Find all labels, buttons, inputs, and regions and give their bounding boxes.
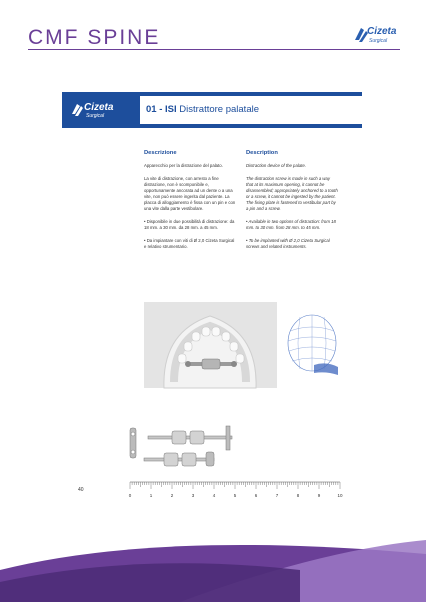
para-it-1: Apparecchio per la distrazione del palato.	[144, 163, 223, 168]
distraction-screw-b	[144, 452, 214, 466]
brand-sub: Surgical	[369, 38, 388, 44]
ruler-tick-label: 6	[254, 493, 258, 498]
header-rule	[28, 49, 400, 50]
brand-logo	[353, 24, 401, 48]
section-title: CMF SPINE	[28, 26, 161, 49]
para-en-4: • To be implanted with Ø 2,0 Cizeta Surgical screws and related instruments.	[246, 238, 330, 249]
ruler-tick-label: 4	[212, 493, 216, 498]
description-english	[246, 150, 338, 257]
heading-it: Descrizione	[144, 150, 177, 156]
dental-model-image	[144, 302, 277, 388]
ruler-tick-label: 7	[275, 493, 279, 498]
wireframe-head-icon	[286, 313, 342, 379]
page-header	[0, 0, 426, 52]
footer-decoration	[0, 510, 426, 602]
doc-brand-sub: Surgical	[86, 113, 105, 119]
ruler-tick-label: 2	[170, 493, 174, 498]
distraction-screw-a	[148, 426, 232, 450]
palate-photo	[144, 302, 277, 388]
doc-title: 01 - ISI Distrattore palatale	[146, 104, 259, 115]
description-italian	[144, 150, 236, 257]
para-it-3: • Disponibile in due possibilità di distrazione: da 18 mm. a 30 mm. da 28 mm. a 45 mm.	[144, 219, 235, 230]
doc-brand-logo	[70, 100, 128, 122]
heading-en: Description	[246, 150, 278, 156]
para-it-4: • Da impiantare con viti di Ø 2,0 Cizeta Surgical e relativo strumentario.	[144, 238, 235, 249]
ruler-tick-label: 10	[337, 493, 343, 498]
brand-name: Cizeta	[367, 26, 397, 37]
distractor-devices-image	[122, 422, 240, 480]
para-it-2: La vite di distrazione, con arresto a fine distrazione, non è scomponibile e, opportunamente ancorata ad un dente o a una vite, non può essere ingerita dal paziente. La placca di alloggiamento è fissa con un pin e con una vite dalla parte vestibolare.	[144, 176, 236, 211]
page-number: 40	[78, 487, 84, 493]
para-en-3: • Available in two options of distraction: from 18 mm. to 30 mm. from 28 mm. to 45 mm.	[246, 219, 336, 230]
doc-title-box	[140, 96, 362, 124]
doc-header-band	[62, 92, 362, 128]
ruler-tick-label: 3	[191, 493, 195, 498]
logo-mark-icon	[70, 102, 84, 118]
doc-brand-name: Cizeta	[84, 102, 114, 113]
fixing-plate	[130, 428, 136, 458]
para-en-1: Distraction device of the palate.	[246, 163, 306, 168]
footer-wave-shape	[0, 510, 426, 602]
ruler-tick-label: 1	[149, 493, 153, 498]
product-components	[122, 422, 240, 480]
skull-3d-diagram	[286, 313, 342, 379]
ruler-tick-label: 0	[128, 493, 132, 498]
ruler-tick-label: 8	[296, 493, 300, 498]
measurement-ruler	[128, 478, 342, 500]
ruler-scale-icon	[128, 478, 342, 500]
ruler-tick-label: 5	[233, 493, 237, 498]
ruler-tick-label: 9	[317, 493, 321, 498]
para-en-2: The distraction screw is made in such a way that at its maximum opening, it cannot be disassembled; appropriately anchored to a tooth or a screw, it cannot be ingested by the patient. The fixing plate is fastened to vestibular part by a pin and a screw.	[246, 176, 338, 211]
